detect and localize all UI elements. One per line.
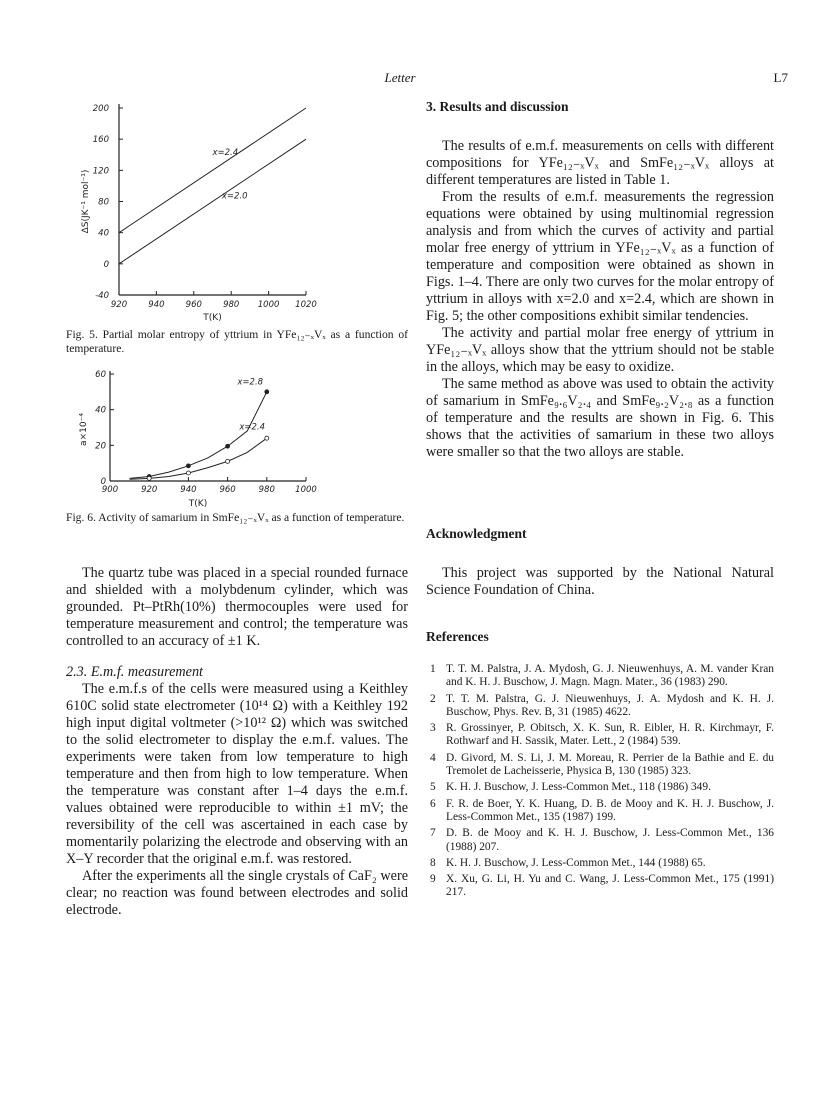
series-line-x=2.0 bbox=[119, 139, 306, 264]
reference-text: T. T. M. Palstra, J. A. Mydosh, G. J. Nieuwenhuys, A. M. vander Kran and K. H. J. Buschow, J. Magn. Magn. Mater., 36 (1983) 290. bbox=[446, 663, 774, 689]
y-tick-label: 120 bbox=[92, 166, 109, 177]
x-tick-label: 980 bbox=[223, 300, 240, 310]
x-tick-label: 920 bbox=[141, 485, 158, 495]
data-point bbox=[186, 471, 190, 475]
reference-number: 2 bbox=[430, 692, 436, 705]
y-tick-label: 40 bbox=[98, 228, 109, 239]
reference-text: X. Xu, G. Li, H. Yu and C. Wang, J. Less-Common Met., 175 (1991) 217. bbox=[446, 873, 774, 899]
fig5-caption: Fig. 5. Partial molar entropy of yttrium in YFe₁₂₋ₓVₓ as a function of temperature. bbox=[66, 328, 408, 355]
reference-list bbox=[426, 663, 774, 903]
series-line-x=2.4 bbox=[130, 438, 267, 479]
fig6-caption: Fig. 6. Activity of samarium in SmFe₁₂₋ₓVₓ as a function of temperature. bbox=[66, 511, 405, 524]
data-point bbox=[226, 459, 230, 463]
y-tick-label: 20 bbox=[95, 441, 106, 452]
x-tick-label: 940 bbox=[148, 300, 165, 310]
reference-text: K. H. J. Buschow, J. Less-Common Met., 144 (1988) 65. bbox=[446, 856, 706, 869]
running-header: Letter bbox=[384, 70, 416, 85]
reference-item bbox=[426, 857, 774, 870]
reference-item bbox=[426, 873, 774, 900]
left-body-para1: The quartz tube was placed in a special rounded furnace and shielded with a molybdenum cylinder, which was grounded. Pt–PtRh(10%) thermocouples were used for temperature measurement and control; the temperature was controlled to an accuracy of ±1 K. bbox=[66, 565, 408, 649]
section-title-references: References bbox=[426, 629, 489, 644]
data-point bbox=[186, 464, 190, 468]
data-point bbox=[265, 390, 269, 394]
results-para-4: The same method as above was used to obtain the activity of samarium in SmFe₉.₆V₂.₄ and SmFe₉.₂V₂.₈ as a function of temperature and the results are shown in Fig. 6. This shows that the activities of samarium in these two alloys were smaller so that the two alloys are stable. bbox=[426, 376, 774, 460]
reference-item bbox=[426, 798, 774, 825]
reference-text: T. T. M. Palstra, G. J. Nieuwenhuys, J. A. Mydosh and K. H. J. Buschow, Phys. Rev. B, 31 (1985) 4622. bbox=[446, 692, 774, 718]
reference-text: F. R. de Boer, Y. K. Huang, D. B. de Mooy and K. H. J. Buschow, J. Less-Common Met., 135 (1987) 199. bbox=[446, 797, 774, 823]
line-label-x28: x=2.8 bbox=[237, 377, 264, 388]
fig6-chart bbox=[66, 364, 336, 512]
y-tick-label: -40 bbox=[95, 291, 109, 301]
reference-number: 8 bbox=[430, 856, 436, 869]
left-body-para2: The e.m.f.s of the cells were measured using a Keithley 610C solid state electrometer (10¹⁴ Ω) with a Keithley 192 high input digital voltmeter (>10¹² Ω) which was switched to the solid electrometer to display the e.m.f. values. The experiments were taken from low temperature to high temperature and then from high to low temperature. When the temperature was constant after 1–4 days the e.m.f. values obtained were reproducible to within ±1 mV; the reversibility of the cell was ascertained in each case by momentarily polarizing the electrode and observing with an X–Y recorder that the original e.m.f. was restored. bbox=[66, 681, 408, 867]
reference-text: D. Givord, M. S. Li, J. M. Moreau, R. Perrier de la Bathie and E. du Tremolet de Lacheisserie, Physica B, 130 (1985) 323. bbox=[446, 751, 774, 778]
left-body-para3: After the experiments all the single crystals of CaF₂ were clear; no reaction was found between electrodes and solid electrode. bbox=[66, 868, 408, 918]
line-label-x20: x=2.0 bbox=[221, 191, 248, 202]
reference-item bbox=[426, 827, 774, 854]
reference-number: 4 bbox=[430, 751, 436, 764]
x-tick-label: 920 bbox=[110, 300, 128, 310]
reference-number: 9 bbox=[430, 873, 436, 886]
y-tick-label: 0 bbox=[103, 259, 109, 270]
x-tick-label: 1000 bbox=[257, 300, 280, 310]
y-tick-label: 80 bbox=[98, 197, 109, 208]
y-tick-label: 60 bbox=[95, 370, 106, 380]
line-label-x24: x=2.4 bbox=[212, 147, 239, 158]
subsection-title: 2.3. E.m.f. measurement bbox=[66, 664, 203, 680]
page-number: L7 bbox=[773, 70, 788, 85]
y-tick-label: 160 bbox=[92, 135, 109, 146]
line-label-x24: x=2.4 bbox=[239, 422, 266, 433]
y-axis-title: a×10⁻⁴ bbox=[79, 413, 89, 446]
reference-text: R. Grossinyer, P. Obitsch, X. K. Sun, R. Eibler, H. R. Kirchmayr, F. Rothwarf and H. Sassik, Mater. Lett., 2 (1984) 539. bbox=[446, 722, 774, 748]
reference-text: K. H. J. Buschow, J. Less-Common Met., 118 (1986) 349. bbox=[446, 781, 711, 794]
y-tick-label: 200 bbox=[92, 104, 109, 114]
y-tick-label: 40 bbox=[95, 405, 106, 416]
reference-item bbox=[426, 781, 774, 794]
x-axis-title: T(K) bbox=[203, 313, 222, 323]
reference-number: 5 bbox=[430, 781, 436, 794]
results-para-2: From the results of e.m.f. measurements the regression equations were obtained by using multinomial regression analysis and from which the curves of activity and partial molar free energy of yttrium in YFe₁₂₋ₓVₓ as a function of temperature and composition were obtained as shown in Figs. 1–4. There are only two curves for the molar entropy of yttrium in alloys with x=2.0 and x=2.4, which are shown in Fig. 5; the other compositions exhibit similar tendencies. bbox=[426, 189, 774, 324]
x-tick-label: 940 bbox=[180, 485, 197, 495]
x-tick-label: 1020 bbox=[295, 300, 317, 310]
ack-text: This project was supported by the National Natural Science Foundation of China. bbox=[426, 565, 774, 598]
results-para-3: The activity and partial molar free energy of yttrium in YFe₁₂₋ₓVₓ alloys show that the yttrium should not be stable in the alloys, which may be easy to oxidize. bbox=[426, 325, 774, 375]
series-line-x=2.8 bbox=[130, 392, 267, 478]
x-tick-label: 960 bbox=[219, 485, 236, 495]
y-axis-title: ΔS(JK⁻¹ mol⁻¹) bbox=[81, 169, 91, 234]
reference-number: 7 bbox=[430, 827, 436, 840]
x-tick-label: 960 bbox=[185, 300, 202, 310]
series-line-x=2.4 bbox=[119, 108, 306, 233]
reference-item bbox=[426, 693, 774, 720]
results-body bbox=[426, 138, 774, 461]
section-title-ack: Acknowledgment bbox=[426, 526, 527, 541]
reference-number: 1 bbox=[430, 663, 436, 675]
data-point bbox=[226, 444, 230, 448]
left-section-emf bbox=[66, 664, 408, 919]
x-tick-label: 980 bbox=[258, 485, 275, 495]
x-tick-label: 1000 bbox=[295, 485, 317, 495]
results-para-1: The results of e.m.f. measurements on cells with different compositions for YFe₁₂₋ₓVₓ and SmFe₁₂₋ₓVₓ alloys at different temperatures are listed in Table 1. bbox=[426, 138, 774, 188]
reference-item bbox=[426, 722, 774, 749]
x-tick-label: 900 bbox=[101, 485, 119, 495]
reference-item bbox=[426, 663, 774, 690]
reference-number: 3 bbox=[430, 722, 436, 735]
reference-number: 6 bbox=[430, 797, 436, 810]
x-axis-title: T(K) bbox=[188, 499, 208, 509]
section-title-results: 3. Results and discussion bbox=[426, 99, 569, 114]
reference-text: D. B. de Mooy and K. H. J. Buschow, J. Less-Common Met., 136 (1988) 207. bbox=[446, 827, 774, 853]
fig5-chart bbox=[66, 90, 326, 326]
data-point bbox=[265, 436, 269, 440]
y-tick-label: 0 bbox=[100, 477, 106, 487]
reference-item bbox=[426, 752, 774, 779]
data-point bbox=[147, 476, 151, 480]
